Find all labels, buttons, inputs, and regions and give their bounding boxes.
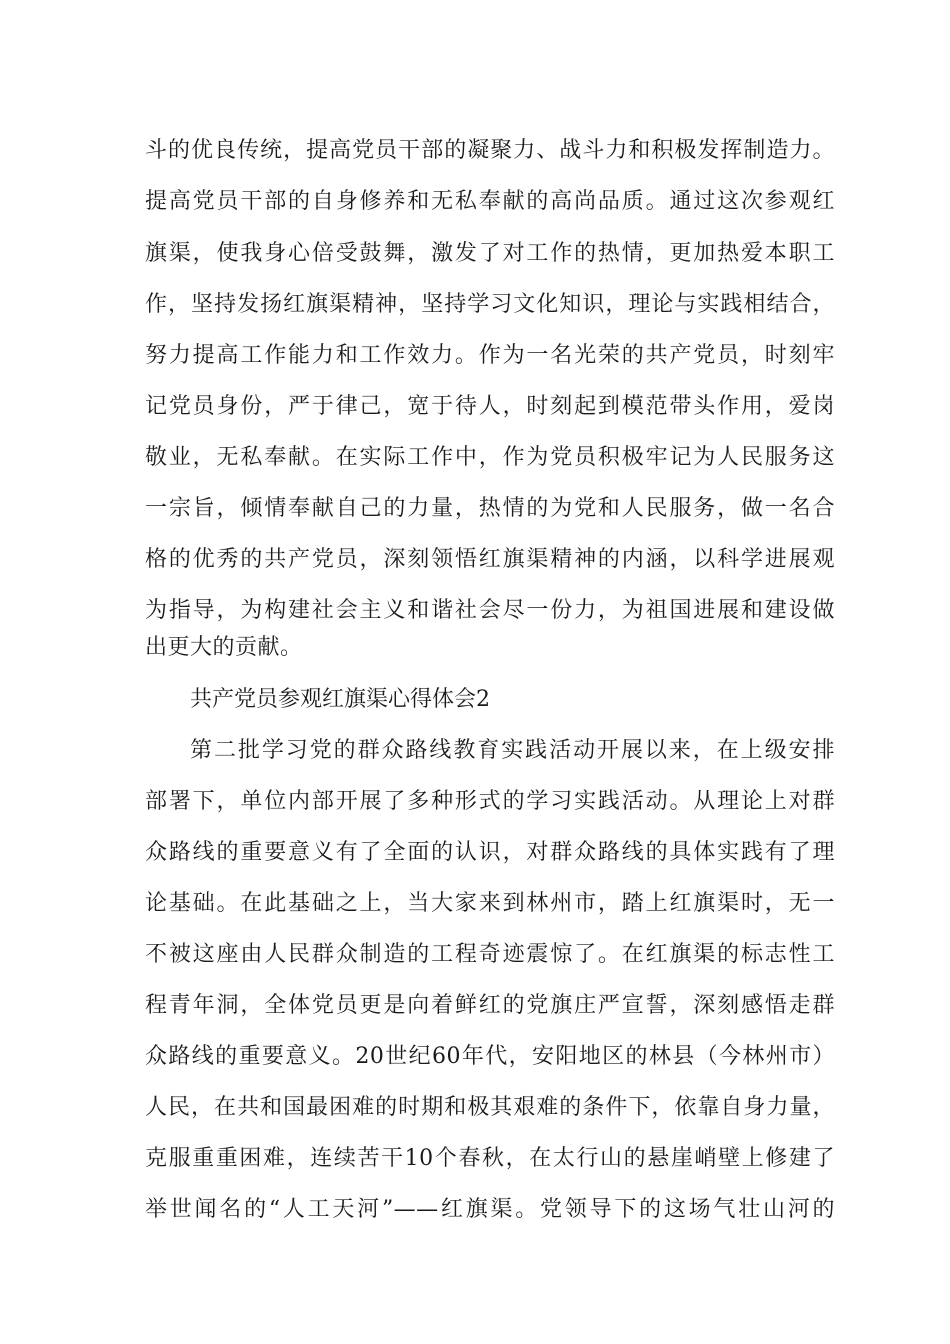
paragraph-line: 努力提高工作能力和工作效力。作为一名光荣的共产党员，时刻牢 [145,343,835,368]
paragraph-line: 提高党员干部的自身修养和无私奉献的高尚品质。通过这次参观红 [145,189,835,214]
paragraph-line: 作，坚持发扬红旗渠精神，坚持学习文化知识，理论与实践相结合， [145,292,835,317]
paragraph-line: 第二批学习党的群众路线教育实践活动开展以来，在上级安排 [190,738,835,763]
paragraph-line: 不被这座由人民群众制造的工程奇迹震惊了。在红旗渠的标志性工 [145,942,835,967]
paragraph-line: 人民，在共和国最困难的时期和极其艰难的条件下，依靠自身力量， [145,1095,835,1120]
paragraph-line: 论基础。在此基础之上，当大家来到林州市，踏上红旗渠时，无一 [145,891,835,916]
paragraph-line: 部署下，单位内部开展了多种形式的学习实践活动。从理论上对群 [145,789,835,814]
paragraph-line: 众路线的重要意义。20世纪60年代，安阳地区的林县（今林州市） [145,1044,835,1069]
paragraph-line: 举世闻名的“人工天河”——红旗渠。党领导下的这场气壮山河的 [145,1197,835,1222]
paragraph-line: 敬业，无私奉献。在实际工作中，作为党员积极牢记为人民服务这 [145,445,835,470]
paragraph-line: 出更大的贡献。 [145,635,303,660]
paragraph-line: 一宗旨，倾情奉献自己的力量，热情的为党和人民服务，做一名合 [145,496,835,521]
paragraph-line: 格的优秀的共产党员，深刻领悟红旗渠精神的内涵，以科学进展观 [145,547,835,572]
paragraph-line: 众路线的重要意义有了全面的认识，对群众路线的具体实践有了理 [145,840,835,865]
paragraph-line: 程青年洞，全体党员更是向着鲜红的党旗庄严宣誓，深刻感悟走群 [145,993,835,1018]
paragraph-line: 为指导，为构建社会主义和谐社会尽一份力，为祖国进展和建设做 [145,598,835,623]
section-title: 共产党员参观红旗渠心得体会2 [190,687,490,712]
paragraph-line: 克服重重困难，连续苦干10个春秋，在太行山的悬崖峭壁上修建了 [145,1146,835,1171]
paragraph-line: 旗渠，使我身心倍受鼓舞，激发了对工作的热情，更加热爱本职工 [145,241,835,266]
paragraph-line: 斗的优良传统，提高党员干部的凝聚力、战斗力和积极发挥制造力。 [145,138,835,163]
paragraph-line: 记党员身份，严于律己，宽于待人，时刻起到模范带头作用，爱岗 [145,394,835,419]
